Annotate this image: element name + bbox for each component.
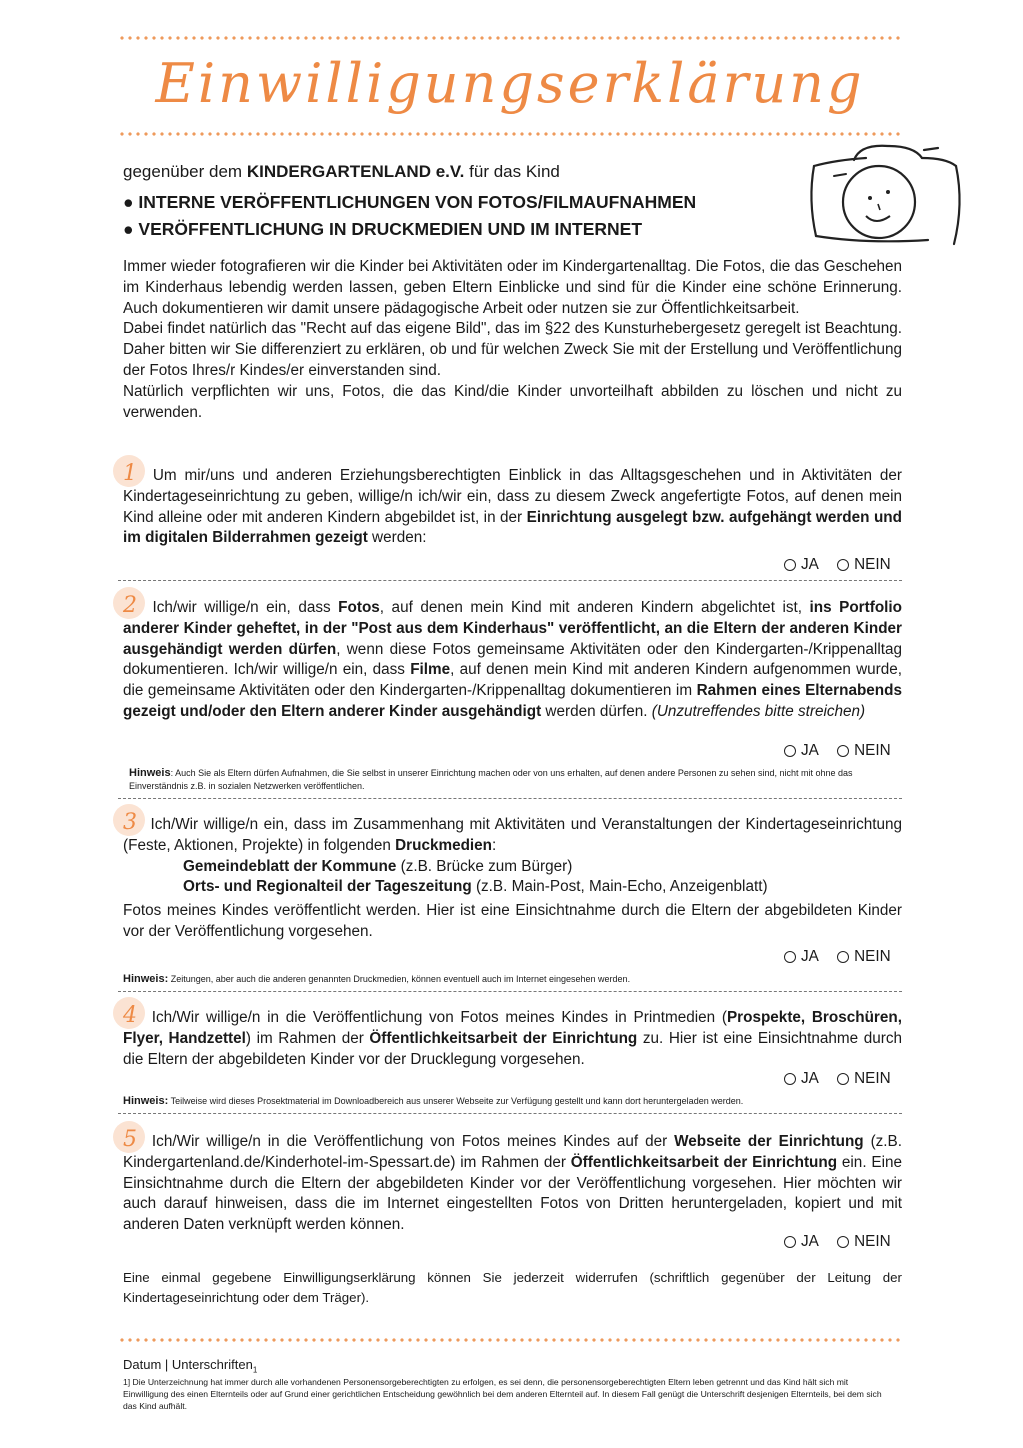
no-label: NEIN bbox=[854, 1070, 891, 1087]
section-text: Ich/wir willige/n ein, dass bbox=[152, 599, 331, 616]
section-1-options bbox=[770, 556, 891, 576]
hint-text: Zeitungen, aber auch die anderen genannten Druckmedien, können eventuell auch im Internet eingesehen werden. bbox=[170, 974, 631, 984]
media-item bbox=[123, 877, 902, 898]
section-bold: ins Portfolio anderer Kinder geheftet, in der "Post aus dem Kinderhaus" veröffentlicht, an die Eltern der anderen Kinder ausgehändigt werden dürfen bbox=[123, 599, 903, 658]
section-text: ein. Eine Einsichtnahme durch die Eltern der abgebildeten Kinder vor der Veröffentlichung vorgesehen. Hier möchten wir auch darauf hinweisen, dass die im Internet eingestellten Fotos von Dritten heruntergeladen, kopiert und mit anderen Daten verknüpft werden können. bbox=[123, 1153, 902, 1234]
section-bold: Einrichtung ausgelegt bzw. aufgehängt werden und im digitalen Bilderrahmen gezeigt bbox=[123, 508, 902, 547]
yes-option[interactable] bbox=[784, 742, 819, 760]
smiley-camera-icon bbox=[806, 140, 966, 257]
section-3-options bbox=[770, 948, 891, 968]
radio-circle-icon[interactable] bbox=[837, 1236, 849, 1248]
section-text: Ich/Wir willige/n ein, dass im Zusammenhang mit Aktivitäten und Veranstaltungen der Kindertageseinrichtung (Feste, Aktionen, Projekte) in folgenden bbox=[123, 816, 902, 854]
radio-circle-icon[interactable] bbox=[784, 1236, 796, 1248]
radio-circle-icon[interactable] bbox=[784, 951, 796, 963]
bottom-dotted-divider bbox=[118, 1338, 902, 1342]
no-option[interactable] bbox=[837, 1070, 891, 1088]
media-name: Orts- und Regionalteil der Tageszeitung bbox=[183, 878, 472, 896]
yes-label: JA bbox=[801, 556, 819, 573]
yes-label: JA bbox=[801, 742, 819, 759]
section-text: Fotos meines Kindes veröffentlicht werden. Hier ist eine Einsichtnahme durch die Eltern der abgebildeten Kinder vor der Veröffentlichung vorgesehen. bbox=[123, 902, 902, 940]
intro-paragraph-1: Immer wieder fotografieren wir die Kinder bei Aktivitäten oder im Kindergartenalltag. Die Fotos, die das Geschehen im Kinderhaus lebendig werden lassen, geben Eltern Einblicke und sind für die Kinder eine schöne Erinnerung. Auch dokumentieren wir damit unsere pädagogische Arbeit oder nutzen sie zur Öffentlichkeitsarbeit. bbox=[123, 258, 902, 317]
section-text: (z.B. Kindergartenland.de/Kinderhotel-im-Spessart.de) im Rahmen der bbox=[123, 1133, 903, 1171]
yes-option[interactable] bbox=[784, 1233, 819, 1251]
section-3-hint bbox=[123, 973, 902, 986]
section-4-hint bbox=[123, 1095, 902, 1108]
section-divider bbox=[118, 991, 902, 992]
yes-label: JA bbox=[801, 1070, 819, 1087]
section-3 bbox=[123, 810, 902, 943]
section-bold: Webseite der Einrichtung bbox=[674, 1133, 864, 1150]
footnote-marker: 1 bbox=[252, 1365, 258, 1375]
section-bold: Filme bbox=[410, 661, 451, 679]
section-text: werden dürfen. bbox=[545, 702, 648, 720]
section-bold: Rahmen eines Elternabends gezeigt und/oder den Eltern anderer Kinder ausgehändigt bbox=[123, 682, 903, 720]
section-text: Ich/Wir willige/n in die Veröffentlichung von Fotos meines Kindes in Printmedien ( bbox=[151, 1009, 727, 1026]
section-divider bbox=[118, 798, 902, 799]
section-number: 3 bbox=[123, 813, 145, 833]
section-divider bbox=[118, 580, 902, 581]
section-text: zu. Hier ist eine Einsichtnahme durch die Eltern der abgebildeten Kinder vor der Drucklegung vorgesehen. bbox=[123, 1029, 903, 1068]
section-5 bbox=[123, 1127, 903, 1236]
section-text: werden: bbox=[372, 529, 427, 547]
hint-text: : Auch Sie als Eltern dürfen Aufnahmen, die Sie selbst in unserer Einrichtung machen oder von uns erhalten, auf denen andere Personen zu sehen sind, nicht mit ohne das Einverständnis z.B. in sozialen Netzwerken veröffentlichen. bbox=[129, 768, 853, 791]
signature-text: Datum | Unterschriften bbox=[123, 1357, 253, 1372]
top-dotted-divider bbox=[118, 36, 902, 40]
page-title: Einwilligungserklärung bbox=[155, 52, 865, 115]
radio-circle-icon[interactable] bbox=[784, 1073, 796, 1085]
header-print-internet: ● VERÖFFENTLICHUNG IN DRUCKMEDIEN UND IM INTERNET bbox=[123, 219, 643, 239]
section-text: Ich/Wir willige/n in die Veröffentlichung von Fotos meines Kindes auf der bbox=[151, 1133, 668, 1150]
section-text: ) im Rahmen der bbox=[245, 1029, 364, 1047]
subtitle-prefix: gegenüber dem bbox=[123, 162, 243, 181]
section-number: 5 bbox=[123, 1130, 145, 1150]
section-bold: Prospekte, Broschüren, Flyer, Handzettel bbox=[123, 1009, 902, 1047]
yes-label: JA bbox=[801, 1233, 819, 1250]
header-internal: ● INTERNE VERÖFFENTLICHUNGEN VON FOTOS/FILMAUFNAHMEN bbox=[123, 192, 697, 212]
revoke-note: Eine einmal gegebene Einwilligungserklärung können Sie jederzeit widerrufen (schriftlich gegenüber der Leitung der Kindertageseinrichtung oder dem Träger). bbox=[123, 1270, 902, 1305]
no-label: NEIN bbox=[854, 1233, 891, 1250]
section-2-hint bbox=[123, 767, 902, 793]
footnote: 1] Die Unterzeichnung hat immer durch alle vorhandenen Personensorgeberechtigten zu erfolgen, es sei denn, die personensorgeberechtigten Eltern leben getrennt und das Kind hält sich mit Einwilligung des einen Elternteils oder auf Grund einer gerichtlichen Entscheidung gewöhnlich bei dem anderen Elternteil auf. In diesem Fall genügt die Unterschrift desjenigen Elternteils, bei dem sich das Kind aufhält. bbox=[123, 1377, 882, 1411]
media-example: (z.B. Main-Post, Main-Echo, Anzeigenblatt) bbox=[475, 878, 768, 896]
subtitle bbox=[123, 162, 560, 182]
radio-circle-icon[interactable] bbox=[837, 1073, 849, 1085]
section-text: : bbox=[492, 836, 497, 854]
section-5-options bbox=[770, 1233, 891, 1253]
media-item bbox=[123, 857, 902, 878]
section-italic-note: (Unzutreffendes bitte streichen) bbox=[651, 702, 866, 720]
section-number: 4 bbox=[123, 1006, 145, 1026]
section-bold: Öffentlichkeitsarbeit der Einrichtung bbox=[369, 1029, 638, 1047]
radio-circle-icon[interactable] bbox=[837, 951, 849, 963]
section-1 bbox=[123, 461, 903, 549]
yes-label: JA bbox=[801, 948, 819, 965]
yes-option[interactable] bbox=[784, 556, 819, 574]
intro-text bbox=[123, 257, 902, 423]
radio-circle-icon[interactable] bbox=[837, 559, 849, 571]
section-text: Um mir/uns und anderen Erziehungsberechtigten Einblick in das Alltagsgeschehen und in Aktivitäten der Kindertageseinrichtung zu geben, willige/n ich/wir ein, dass zu diesem Zweck angefertigte Fotos, auf denen mein Kind alleine oder mit anderen Kindern abgebildet ist, in der bbox=[123, 467, 903, 526]
no-option[interactable] bbox=[837, 1233, 891, 1251]
section-2 bbox=[123, 593, 903, 723]
section-number: 2 bbox=[123, 596, 145, 616]
section-4 bbox=[123, 1003, 903, 1070]
section-text: , wenn diese Fotos gemeinsame Aktivitäten oder den Kindergarten-/Krippenalltag dokumentieren. Ich/wir willige/n ein, dass bbox=[123, 640, 902, 679]
no-label: NEIN bbox=[854, 948, 891, 965]
section-divider bbox=[118, 1113, 902, 1114]
hint-label: Hinweis bbox=[129, 767, 171, 779]
yes-option[interactable] bbox=[784, 948, 819, 966]
section-bold: Druckmedien bbox=[395, 836, 493, 854]
no-option[interactable] bbox=[837, 742, 891, 760]
section-2-options bbox=[770, 742, 891, 762]
radio-circle-icon[interactable] bbox=[837, 745, 849, 757]
subtitle-org: KINDERGARTENLAND e.V. bbox=[246, 162, 465, 181]
hint-label: Hinweis: bbox=[123, 973, 169, 985]
media-example: (z.B. Brücke zum Bürger) bbox=[400, 857, 573, 875]
section-text: , auf denen mein Kind mit anderen Kindern aufgenommen wurde, die gemeinsame Aktivitäten oder den Kindergarten-/Krippenalltag dokumentieren im bbox=[123, 661, 902, 700]
no-label: NEIN bbox=[854, 556, 891, 573]
signature-label bbox=[123, 1357, 257, 1375]
hint-text: Teilweise wird dieses Prosektmaterial im Downloadbereich aus unserer Webseite zur Verfügung gestellt und kann dort heruntergeladen werden. bbox=[170, 1096, 744, 1106]
no-option[interactable] bbox=[837, 948, 891, 966]
title-dotted-divider bbox=[118, 132, 902, 136]
hint-label: Hinweis: bbox=[123, 1095, 169, 1107]
intro-paragraph-3: Natürlich verpflichten wir uns, Fotos, die das Kind/die Kinder unvorteilhaft abbilden zu löschen und nicht zu verwenden. bbox=[123, 382, 902, 421]
section-4-options bbox=[770, 1070, 891, 1090]
radio-circle-icon[interactable] bbox=[784, 559, 796, 571]
section-bold: Öffentlichkeitsarbeit der Einrichtung bbox=[570, 1153, 838, 1171]
section-text: , auf denen mein Kind mit anderen Kindern abgelichtet ist, bbox=[379, 599, 802, 616]
no-option[interactable] bbox=[837, 556, 891, 574]
intro-paragraph-2: Dabei findet natürlich das "Recht auf das eigene Bild", das im §22 des Kunsturhebergesetz geregelt ist Beachtung. Daher bitten wir Sie differenziert zu erklären, ob und für welchen Zweck Sie mit der Erstellung und Veröffentlichung der Fotos Ihres/r Kindes/er einverstanden sind. bbox=[123, 320, 902, 379]
section-bold: Fotos bbox=[338, 599, 380, 616]
media-name: Gemeindeblatt der Kommune bbox=[183, 857, 397, 875]
subtitle-suffix: für das Kind bbox=[469, 162, 560, 181]
radio-circle-icon[interactable] bbox=[784, 745, 796, 757]
no-label: NEIN bbox=[854, 742, 891, 759]
yes-option[interactable] bbox=[784, 1070, 819, 1088]
section-number: 1 bbox=[123, 464, 145, 484]
